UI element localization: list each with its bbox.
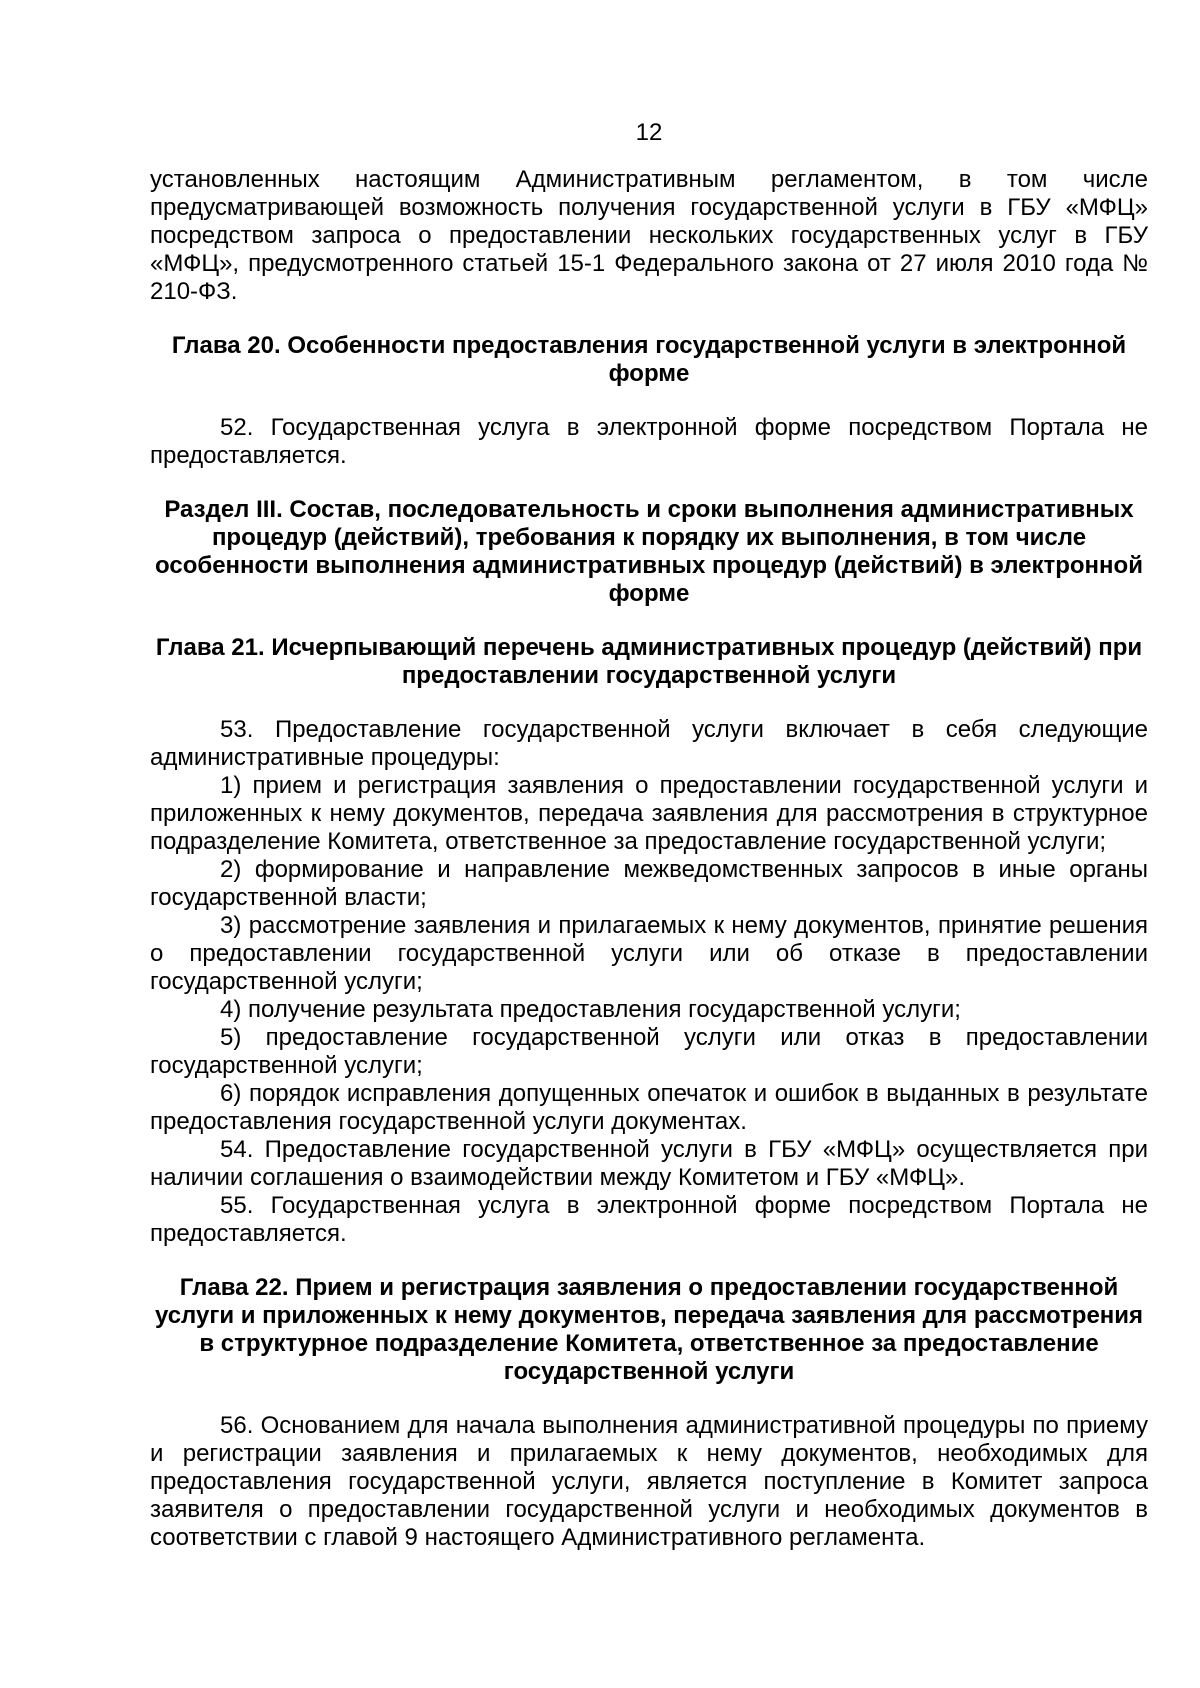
list-item: 3) рассмотрение заявления и прилагаемых к нему документов, принятие решения о предоставлении государственной услуги или об отказе в предоставлении государственной услуги; <box>150 912 1148 995</box>
list-item: 5) предоставление государственной услуги или отказ в предоставлении государственной услуги; <box>150 1024 1148 1079</box>
chapter-21-heading: Глава 21. Исчерпывающий перечень административных процедур (действий) при предоставлении государственной услуги <box>155 634 1143 689</box>
paragraph-56: 56. Основанием для начала выполнения административной процедуры по приему и регистрации заявления и прилагаемых к нему документов, необходимых для предоставления государственной услуги, является поступление в Комитет запроса заявителя о предоставлении государственной услуги и необходимых документов в соответствии с главой 9 настоящего Административного регламента. <box>150 1412 1148 1551</box>
chapter-22-heading: Глава 22. Прием и регистрация заявления о предоставлении государственной услуги и приложенных к нему документов, передача заявления для рассмотрения в структурное подразделение Комитета, ответственное за предоставление государственной услуги <box>154 1274 1144 1385</box>
intro-paragraph: установленных настоящим Административным регламентом, в том числе предусматривающей возможность получения государственной услуги в ГБУ «МФЦ» посредством запроса о предоставлении нескольких государственных услуг в ГБУ «МФЦ», предусмотренного статьей 15-1 Федерального закона от 27 июля 2010 года № 210-ФЗ. <box>150 166 1148 305</box>
list-item: 4) получение результата предоставления государственной услуги; <box>220 996 961 1023</box>
paragraph-52: 52. Государственная услуга в электронной форме посредством Портала не предоставляется. <box>150 414 1148 469</box>
paragraph-53: 53. Предоставление государственной услуги включает в себя следующие административные процедуры: <box>150 716 1148 771</box>
chapter-20-heading: Глава 20. Особенности предоставления государственной услуги в электронной форме <box>171 332 1127 387</box>
list-item: 6) порядок исправления допущенных опечаток и ошибок в выданных в результате предоставления государственной услуги документах. <box>150 1080 1148 1135</box>
document-page <box>150 118 1148 1552</box>
paragraph-54: 54. Предоставление государственной услуги в ГБУ «МФЦ» осуществляется при наличии соглашения о взаимодействии между Комитетом и ГБУ «МФЦ». <box>150 1136 1148 1191</box>
page-number: 12 <box>635 119 663 146</box>
list-item: 1) прием и регистрация заявления о предоставлении государственной услуги и приложенных к нему документов, передача заявления для рассмотрения в структурное подразделение Комитета, ответственное за предоставление государственной услуги; <box>150 772 1148 855</box>
paragraph-55: 55. Государственная услуга в электронной форме посредством Портала не предоставляется. <box>150 1192 1148 1247</box>
list-item: 2) формирование и направление межведомственных запросов в иные органы государственной власти; <box>150 856 1148 911</box>
section-3-heading: Раздел III. Состав, последовательность и сроки выполнения административных процедур (действий), требования к порядку их выполнения, в том числе особенности выполнения административных процедур (действий) в электронной форме <box>155 496 1143 607</box>
